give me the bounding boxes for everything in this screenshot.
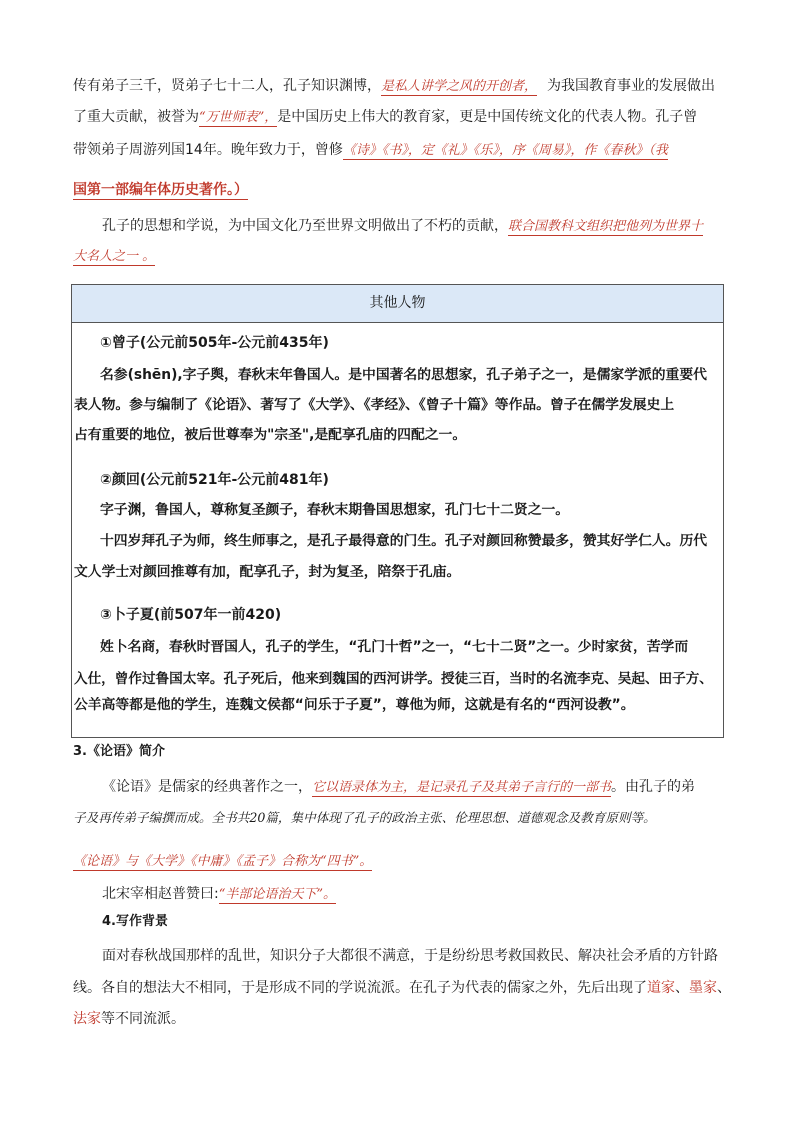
- section-heading: 3.《论语》简介: [73, 744, 165, 759]
- text: 、: [675, 980, 689, 996]
- text: 北宋宰相赵普赞曰:: [102, 886, 219, 902]
- yanhui-line: 文人学士对颜回推尊有加，配享孔子，封为复圣，陪祭于孔庙。: [74, 564, 461, 580]
- highlighted-text: 道家: [647, 980, 675, 996]
- zengzi-line: 占有重要的地位，被后世尊奉为"宗圣",是配享孔庙的四配之一。: [74, 427, 467, 443]
- highlighted-text: 国第一部编年体历史著作。）: [73, 182, 248, 198]
- highlighted-text: 它以语录体为主，是记录孔子及其弟子言行的一部书: [312, 780, 612, 795]
- zixia-line: 姓卜名商，春秋时晋国人，孔子的学生，“孔门十哲”之一，“七十二贤”之一。少时家贫，苦学而: [100, 639, 689, 655]
- box-title: 其他人物: [72, 285, 723, 323]
- highlighted-text: 大名人之一 。: [73, 249, 156, 264]
- highlighted-text: “万世师表”，: [199, 110, 278, 125]
- yanhui-heading: ②颜回(公元前521年-公元前481年): [100, 472, 329, 488]
- zengzi-line: 表人物。参与编制了《论语》、著写了《大学》、《孝经》、《曾子十篇》等作品。曾子在儒学发展史上: [74, 397, 675, 413]
- paragraph-line: [73, 246, 155, 267]
- yanhui-line: 十四岁拜孔子为师，终生师事之，是孔子最得意的门生。孔子对颜回称赞最多，赞其好学仁人。历代: [100, 533, 708, 549]
- paragraph-line: [102, 777, 695, 798]
- highlighted-text: 《诗》《书》，定《礼》《乐》，序《周易》，作《春秋》（我: [342, 143, 668, 158]
- zengzi-heading: ①曾子(公元前505年-公元前435年): [100, 335, 329, 351]
- paragraph-line: 子及再传弟子编撰而成。全书共20篇，集中体现了孔子的政治主张、伦理思想、道德观念及教育原则等。: [73, 810, 656, 825]
- paragraph-line: [73, 180, 248, 200]
- zixia-line: 入仕，曾作过鲁国太宰。孔子死后，他来到魏国的西河讲学。授徒三百，当时的名流李克、吴起、田子方、: [74, 671, 713, 687]
- highlighted-text: 是私人讲学之风的开创者，: [381, 79, 538, 94]
- text: 是中国历史上伟大的教育家，更是中国传统文化的代表人物。孔子曾: [277, 109, 698, 125]
- zixia-heading: ③卜子夏(前507年一前420): [100, 607, 282, 623]
- text: 为我国教育事业的发展做出: [547, 78, 716, 94]
- highlighted-text: 墨家: [689, 980, 717, 996]
- paragraph-line: [73, 76, 715, 97]
- text: 了重大贡献，被誉为: [73, 109, 199, 125]
- yanhui-line: 字子渊，鲁国人，尊称复圣颜子，春秋末期鲁国思想家，孔门七十二贤之一。: [100, 502, 570, 518]
- text: 传有弟子三千，贤弟子七十二人，孔子知识渊博，: [73, 78, 381, 94]
- highlighted-text: 联合国教科文组织把他列为世界十: [508, 219, 704, 234]
- text: 线。各自的想法大不相同，于是形成不同的学说流派。在孔子为代表的儒家之外，先后出现了: [73, 980, 647, 996]
- text: 等不同流派。: [101, 1011, 185, 1027]
- paragraph-line: 面对春秋战国那样的乱世，知识分子大都很不满意，于是纷纷思考救国救民、解决社会矛盾的方针路: [102, 948, 718, 964]
- text: 、: [717, 980, 731, 996]
- paragraph-line: [73, 140, 668, 161]
- paragraph-line: [73, 978, 731, 998]
- paragraph-line: [73, 1009, 185, 1029]
- text: 。由孔子的弟: [611, 779, 696, 795]
- highlighted-text: 法家: [73, 1011, 101, 1027]
- paragraph-line: [73, 107, 697, 128]
- text: 带领弟子周游列国14年。晚年致力于，曾修: [73, 142, 343, 158]
- paragraph-line: [102, 216, 703, 237]
- highlighted-text: “半部论语治天下”。: [218, 887, 337, 902]
- section-heading: 4.写作背景: [102, 914, 168, 929]
- paragraph-line: [73, 851, 372, 872]
- paragraph-line: [102, 884, 336, 905]
- text: 孔子的思想和学说，为中国文化乃至世界文明做出了不朽的贡献，: [102, 218, 508, 234]
- other-figures-box: [71, 284, 724, 738]
- highlighted-text: 《论语》与《大学》《中庸》《孟子》合称为“四书”。: [73, 854, 373, 869]
- zengzi-line: 名参(shēn),字子舆，春秋末年鲁国人。是中国著名的思想家，孔子弟子之一，是儒家学派的重要代: [100, 367, 707, 383]
- zixia-line: 公羊高等都是他的学生，连魏文侯都“问乐于子夏”，尊他为师，这就是有名的“西河设教”。: [74, 697, 635, 713]
- text: 《论语》是儒家的经典著作之一，: [102, 779, 312, 795]
